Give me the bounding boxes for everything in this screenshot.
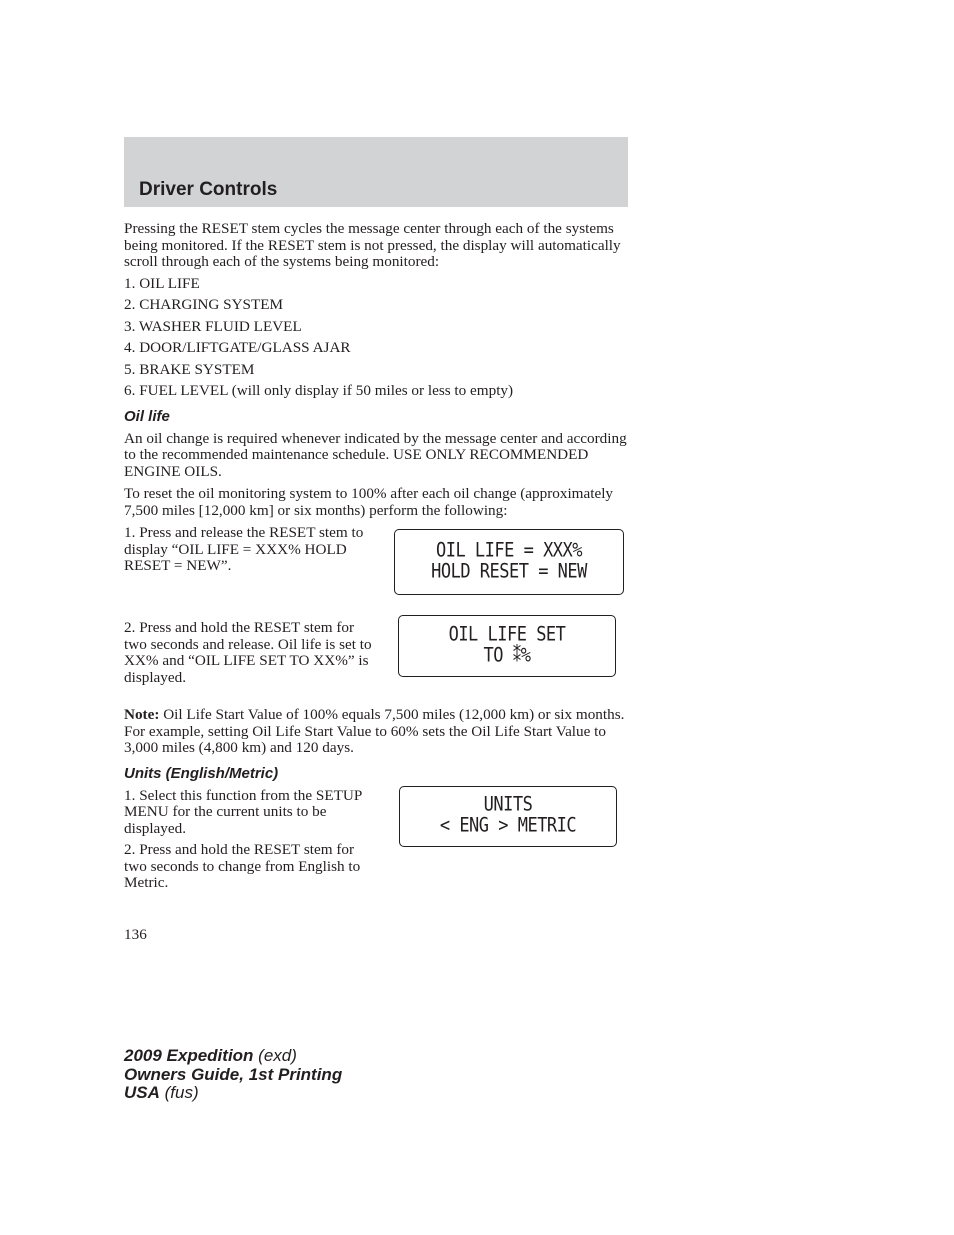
units-step-1-text: 1. Select this function from the SETUP MENU for the current units to be displayed. [124, 786, 362, 837]
systems-list [124, 276, 628, 400]
footer-market-code: (fus) [159, 1083, 199, 1102]
footer-guide: Owners Guide, 1st Printing [124, 1064, 343, 1084]
oil-life-paragraph-2: To reset the oil monitoring system to 100% after each oil change (approximately 7,500 miles [12,000 km] or six months) perform the following: [124, 485, 614, 519]
section-title: Driver Controls [139, 179, 278, 200]
footer-market: USA [124, 1083, 160, 1102]
oil-life-heading: Oil life [124, 407, 170, 425]
lcd-line-2: < ENG > METRIC [439, 814, 577, 838]
footer-model-code: (exd) [253, 1046, 297, 1065]
lcd-line-2: TO ⁑% [483, 644, 531, 668]
page-content [124, 221, 628, 898]
note-label: Note: [124, 706, 160, 723]
lcd-line-2: HOLD RESET = NEW [431, 560, 587, 584]
intro-paragraph: Pressing the RESET stem cycles the message center through each of the systems being monitored. If the RESET stem is not pressed, the display will automatically scroll through each of the systems being monitored: [124, 220, 621, 270]
units-heading: Units (English/Metric) [124, 764, 279, 782]
note-paragraph [124, 707, 628, 757]
list-item: 2. CHARGING SYSTEM [124, 296, 284, 313]
oil-life-step-1 [124, 525, 628, 620]
document-footer [124, 1047, 342, 1103]
units-step-2-text: 2. Press and hold the RESET stem for two seconds to change from English to Metric. [124, 841, 361, 891]
step-2-text: 2. Press and hold the RESET stem for two seconds and release. Oil life is set to XX% and “OIL LIFE SET TO XX%” is displayed. [124, 619, 372, 686]
lcd-display-oil-life-set [398, 615, 616, 677]
list-item: 4. DOOR/LIFTGATE/GLASS AJAR [124, 339, 351, 356]
list-item: 1. OIL LIFE [124, 274, 200, 292]
step-1-text: 1. Press and release the RESET stem to display “OIL LIFE = XXX% HOLD RESET = NEW”. [124, 524, 364, 574]
list-item: 5. BRAKE SYSTEM [124, 360, 255, 378]
footer-model: 2009 Expedition [124, 1046, 254, 1065]
oil-life-paragraph-1: An oil change is required whenever indicated by the message center and according to the recommended maintenance schedule. USE ONLY RECOMMENDED ENGINE OILS. [124, 429, 627, 480]
section-header-band [124, 137, 628, 207]
oil-life-step-2 [124, 620, 628, 707]
list-item: 6. FUEL LEVEL (will only display if 50 miles or less to empty) [124, 382, 514, 399]
list-item: 3. WASHER FLUID LEVEL [124, 317, 302, 335]
note-text: Oil Life Start Value of 100% equals 7,500 miles (12,000 km) or six months. For example, setting Oil Life Start Value to 60% sets the Oil Life Start Value to 3,000 miles (4,800 km) and 120 days. [124, 706, 625, 756]
lcd-display-units [399, 786, 617, 847]
lcd-line-1: OIL LIFE = XXX% [435, 539, 583, 563]
lcd-line-1: UNITS [483, 793, 533, 817]
lcd-line-1: OIL LIFE SET [448, 623, 566, 647]
page-number: 136 [124, 926, 147, 943]
lcd-display-oil-life [394, 529, 624, 595]
units-steps [124, 788, 628, 898]
